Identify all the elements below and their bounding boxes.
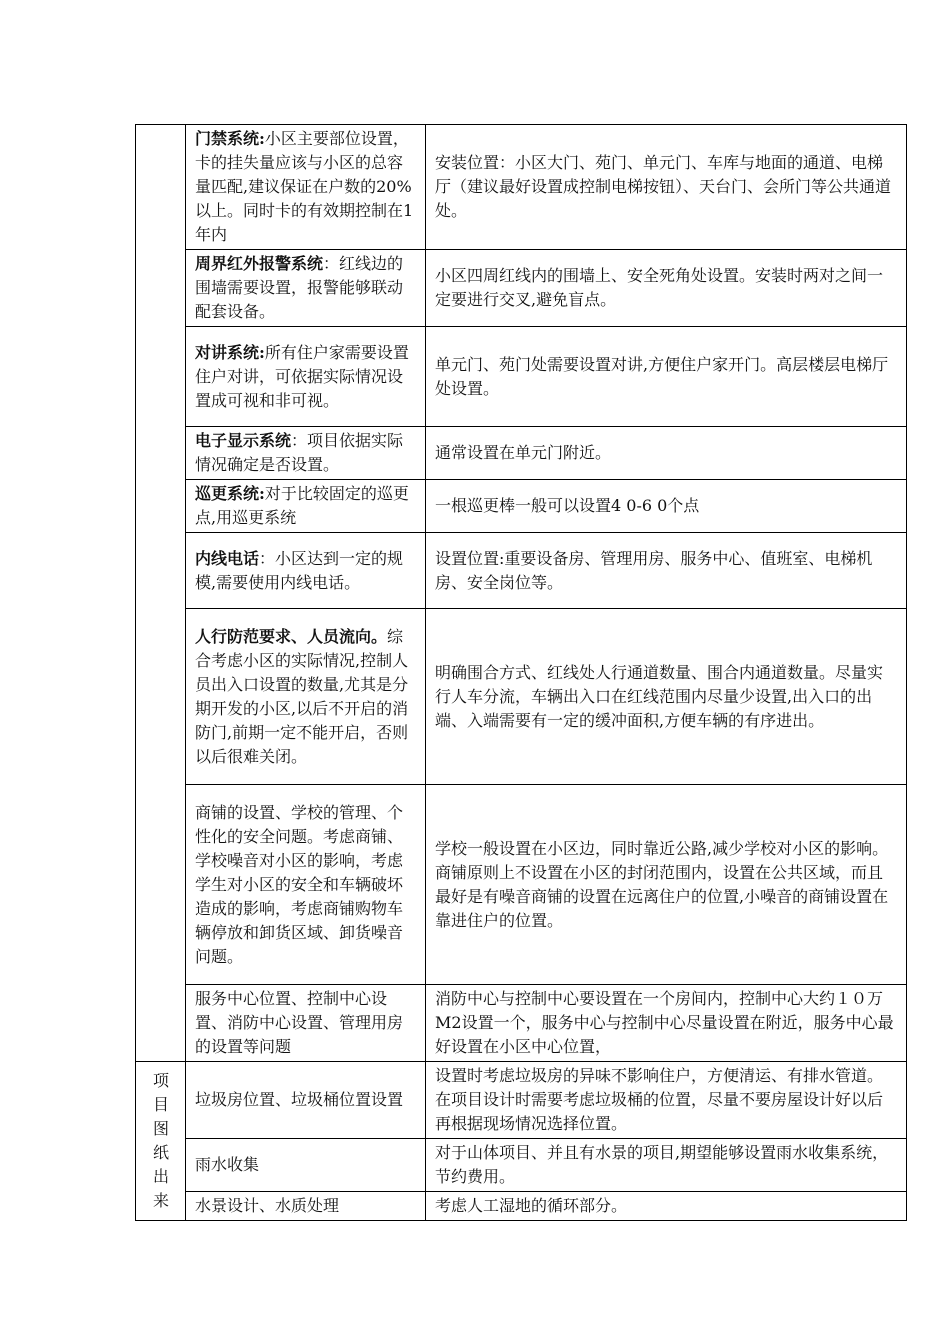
table-row [136,327,907,427]
item-cell [186,125,426,250]
table-row [136,609,907,785]
desc-cell: 一根巡更棒一般可以设置4 0-6 0个点 [426,480,907,533]
item-text: 雨水收集 [195,1155,260,1174]
item-heading: 电子显示系统 [195,431,292,450]
desc-cell: 设置时考虑垃圾房的异味不影响住户，方便清运、有排水管道。在项目设计时需要考虑垃圾桶的位置，尽量不要房屋设计好以后再根据现场情况选择位置。 [426,1062,907,1139]
item-text: 对于比较固定的巡更点,用巡更系统 [195,484,409,527]
desc-cell: 单元门、苑门处需要设置对讲,方便住户家开门。高层楼层电梯厅处设置。 [426,327,907,427]
desc-cell: 对于山体项目、并且有水景的项目,期望能够设置雨水收集系统，节约费用。 [426,1139,907,1192]
desc-cell: 学校一般设置在小区边，同时靠近公路,减少学校对小区的影响。商铺原则上不设置在小区的封闭范围内，设置在公共区域，而且最好是有噪音商铺的设置在远离住户的位置,小噪音的商铺设置在靠进住户的位置。 [426,785,907,985]
item-cell [186,533,426,609]
group-label-char: 项 [152,1071,169,1090]
table-row [136,985,907,1062]
item-cell [186,480,426,533]
desc-cell: 考虑人工湿地的循环部分。 [426,1192,907,1221]
group-label-char: 图 [152,1119,169,1138]
item-cell [186,985,426,1062]
item-cell [186,1139,426,1192]
item-text: 水景设计、水质处理 [195,1196,340,1215]
item-cell [186,1062,426,1139]
table-row [136,785,907,985]
item-cell [186,427,426,480]
group-label-char: 目 [152,1095,169,1114]
table-row [136,427,907,480]
item-cell [186,785,426,985]
item-text: 小区主要部位设置，卡的挂失量应该与小区的总容量匹配,建议保证在户数的20%以上。同时卡的有效期控制在1年内 [195,129,414,244]
item-cell [186,1192,426,1221]
item-cell [186,327,426,427]
item-heading: 门禁系统: [195,129,265,148]
item-heading: 人行防范要求、人员流向。 [195,626,388,646]
item-text: ：项目依据实际情况确定是否设置。 [195,431,404,474]
group-label-char: 来 [152,1191,169,1210]
item-heading: 对讲系统: [195,342,265,362]
group-cell-empty [136,125,186,1062]
item-text: 垃圾房位置、垃圾桶位置设置 [195,1090,404,1109]
table-row [136,1062,907,1139]
table-row [136,533,907,609]
group-label-char: 纸 [152,1143,169,1162]
desc-cell: 安装位置：小区大门、苑门、单元门、车库与地面的通道、电梯厅（建议最好设置成控制电梯按钮）、天台门、会所门等公共通道处。 [426,125,907,250]
item-text: 服务中心位置、控制中心设置、消防中心设置、管理用房的设置等问题 [195,989,404,1056]
item-text: 综合考虑小区的实际情况,控制人员出入口设置的数量,尤其是分期开发的小区,以后不开启的消防门,前期一定不能开启，否则以后很难关闭。 [195,626,409,766]
desc-cell: 小区四周红线内的围墙上、安全死角处设置。安装时两对之间一定要进行交叉,避免盲点。 [426,250,907,327]
group-label-char: 出 [152,1167,169,1186]
table-row [136,1139,907,1192]
item-cell [186,609,426,785]
table-row [136,250,907,327]
item-text: ：小区达到一定的规模,需要使用内线电话。 [195,548,404,592]
desc-cell: 明确围合方式、红线处人行通道数量、围合内通道数量。尽量实行人车分流，车辆出入口在红线范围内尽量少设置,出入口的出端、入端需要有一定的缓冲面积,方便车辆的有序进出。 [426,609,907,785]
group-label-cell [136,1062,186,1221]
item-cell [186,250,426,327]
desc-cell: 通常设置在单元门附近。 [426,427,907,480]
table-row [136,480,907,533]
table-row [136,125,907,250]
desc-cell: 消防中心与控制中心要设置在一个房间内，控制中心大约１０万M2设置一个，服务中心与控制中心尽量设置在附近，服务中心最好设置在小区中心位置， [426,985,907,1062]
item-heading: 内线电话 [195,548,260,568]
desc-cell: 设置位置:重要设备房、管理用房、服务中心、值班室、电梯机房、安全岗位等。 [426,533,907,609]
table-row [136,1192,907,1221]
item-text: 所有住户家需要设置住户对讲，可依据实际情况设置成可视和非可视。 [195,342,409,410]
item-heading: 周界红外报警系统 [195,254,324,273]
item-text: ：红线边的围墙需要设置，报警能够联动配套设备。 [195,254,404,321]
item-heading: 巡更系统: [195,484,265,503]
requirements-table [135,124,907,1221]
item-text: 商铺的设置、学校的管理、个性化的安全问题。考虑商铺、学校噪音对小区的影响，考虑学生对小区的安全和车辆破坏造成的影响，考虑商铺购物车辆停放和卸货区域、卸货噪音问题。 [195,802,404,966]
